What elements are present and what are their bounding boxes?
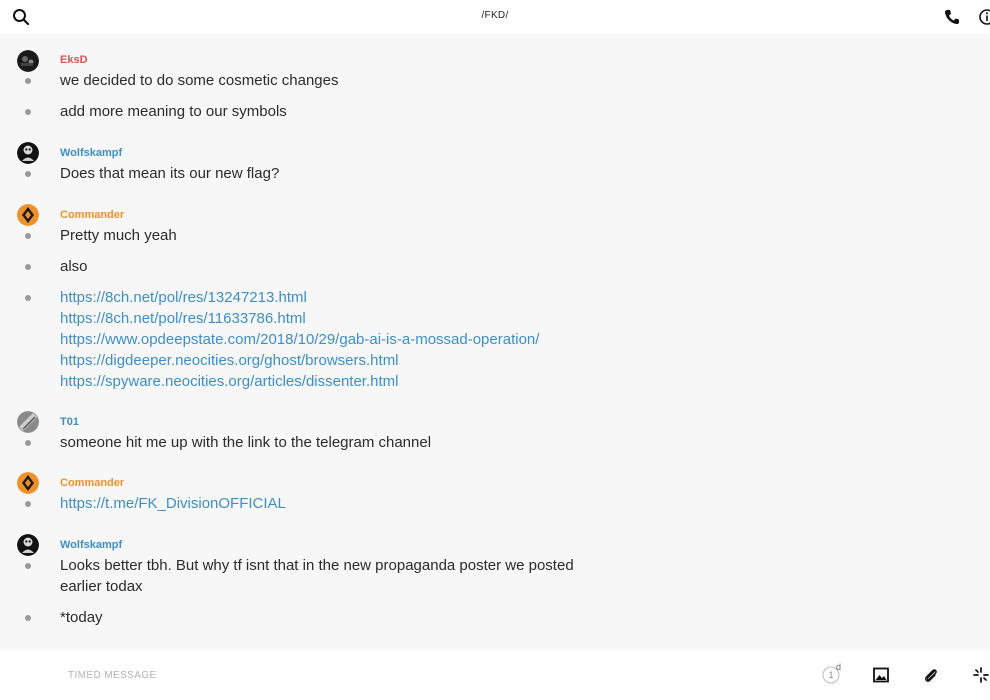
sender-name: T01 [60,416,79,428]
message-text: Does that mean its our new flag? [60,165,280,182]
message-text: Pretty much yeah [60,227,177,244]
link-list [60,287,539,392]
message-dot [25,501,31,507]
message-dot [25,109,31,115]
message-dot [25,78,31,84]
avatar-icon[interactable] [17,411,39,433]
avatar-icon[interactable] [17,204,39,226]
timer-value: 1 [828,670,834,680]
message-text: also [60,258,88,275]
message-dot [25,295,31,301]
message-dot [25,233,31,239]
message-dot [25,440,31,446]
header-bar [0,0,990,34]
message-link[interactable]: https://8ch.net/pol/res/11633786.html [60,310,306,327]
message-text: someone hit me up with the link to the telegram channel [60,434,432,451]
sender-name: Wolfskampf [60,147,123,159]
sender-name: Commander [60,477,125,489]
avatar-icon[interactable] [17,472,39,494]
paperclip-icon[interactable] [922,666,940,684]
message-text: Looks better tbh. But why tf isnt that in the new propaganda poster we posted [60,557,574,574]
message-text: add more meaning to our symbols [60,103,287,120]
timer-unit: d [836,662,842,672]
message-link[interactable]: https://digdeeper.neocities.org/ghost/browsers.html [60,352,399,369]
message-link[interactable]: https://8ch.net/pol/res/13247213.html [60,289,307,306]
message-dot [25,563,31,569]
message-text: earlier todax [60,578,143,595]
sender-name: Wolfskampf [60,539,123,551]
message-dot [25,264,31,270]
link-list [60,493,286,514]
avatar-icon[interactable] [17,142,39,164]
info-icon[interactable] [978,8,990,26]
message-link[interactable]: https://t.me/FK_DivisionOFFICIAL [60,495,286,512]
sparkle-icon[interactable] [972,666,990,684]
message-list[interactable] [0,34,990,650]
avatar-icon[interactable] [17,50,39,72]
message-dot [25,171,31,177]
message-link[interactable]: https://spyware.neocities.org/articles/dissenter.html [60,373,399,390]
sender-name: Commander [60,209,125,221]
message-text: *today [60,609,103,626]
chat-title: /FKD/ [481,10,509,21]
phone-icon[interactable] [943,8,961,26]
avatar-icon[interactable] [17,534,39,556]
image-icon[interactable] [872,666,890,684]
message-input[interactable] [66,664,670,686]
message-text: we decided to do some cosmetic changes [60,72,339,89]
message-dot [25,615,31,621]
sender-name: EksD [60,54,88,66]
composer-bar [0,650,990,700]
message-link[interactable]: https://www.opdeepstate.com/2018/10/29/gab-ai-is-a-mossad-operation/ [60,331,540,348]
